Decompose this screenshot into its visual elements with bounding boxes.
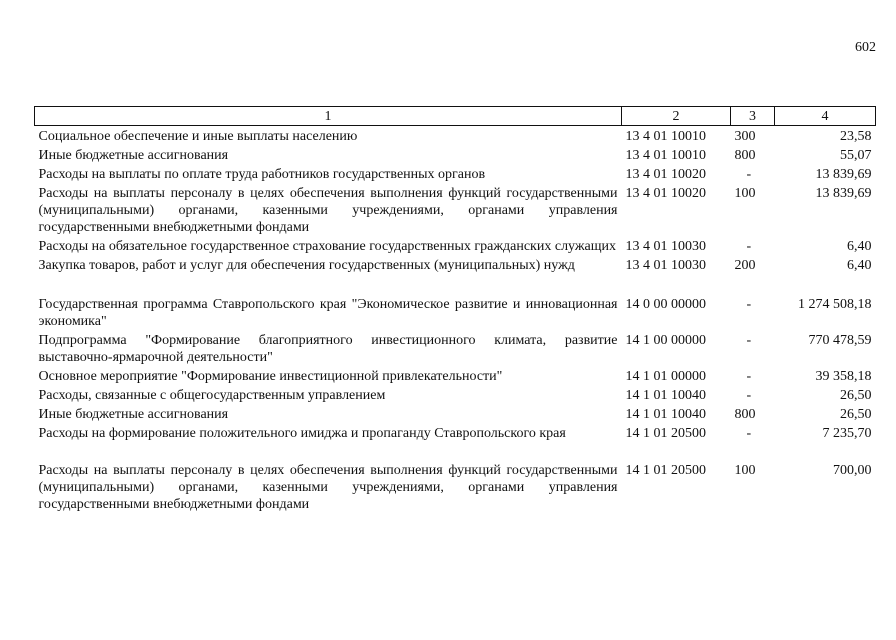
row-type-value: - [746,239,752,254]
row-code: 13 4 01 10010 [625,148,706,163]
row-amount: 39 358,18 [815,369,872,384]
header-col-code: 2 [622,107,731,126]
row-name: Расходы на выплаты персоналу в целях обеспечения выполнения функций государственными (муниципальными) органами, казенными учреждениями, органами управления государственными внебюджетными фондами [38,186,618,235]
row-type [731,166,775,185]
budget-table [34,106,876,515]
row-type [731,238,775,257]
header-col-type: 3 [731,107,775,126]
table-header-row [35,107,876,126]
row-name: Закупка товаров, работ и услуг для обеспечения государственных (муниципальных) нужд [38,258,575,273]
row-name: Иные бюджетные ассигнования [38,148,229,163]
row-name: Иные бюджетные ассигнования [38,407,229,422]
table-row [35,387,876,406]
row-code: 14 0 00 00000 [625,297,706,312]
row-type-value: - [746,426,752,441]
page-number: 602 [855,40,876,55]
row-code: 14 1 01 20500 [625,426,706,441]
row-amount: 13 839,69 [815,186,872,201]
row-name: Расходы на выплаты по оплате труда работников государственных органов [38,167,486,182]
row-amount: 26,50 [840,388,872,403]
row-type: 800 [734,148,756,163]
table-row [35,276,876,332]
row-type [731,332,775,368]
row-type-value: - [746,167,752,182]
row-code: 14 1 01 20500 [625,463,706,478]
table-row [35,128,876,147]
table-row [35,425,876,444]
row-name: Государственная программа Ставропольского края "Экономическое развитие и инновационная экономика" [38,297,618,329]
row-type [731,368,775,387]
row-type [731,425,775,444]
row-code: 14 1 01 00000 [625,369,706,384]
row-code: 13 4 01 10020 [625,186,706,201]
row-name: Основное мероприятие "Формирование инвестиционной привлекательности" [38,369,503,384]
table-row [35,444,876,515]
row-type-value: - [746,297,752,312]
header-col-amount: 4 [775,107,876,126]
row-amount: 23,58 [840,129,872,144]
row-amount: 1 274 508,18 [798,297,872,312]
row-code: 13 4 01 10020 [625,167,706,182]
table-row [35,166,876,185]
row-name: Расходы на выплаты персоналу в целях обеспечения выполнения функций государственными (муниципальными) органами, казенными учреждениями, органами управления государственными внебюджетными фондами [38,463,618,512]
row-name: Расходы, связанные с общегосударственным управлением [38,388,386,403]
table-row [35,406,876,425]
table-row [35,185,876,238]
row-type [731,387,775,406]
row-amount: 770 478,59 [808,333,872,348]
table-row [35,257,876,276]
row-amount: 700,00 [833,463,872,478]
row-name: Подпрограмма "Формирование благоприятного инвестиционного климата, развитие выставочно-ярмарочной деятельности" [38,333,618,365]
row-amount: 26,50 [840,407,872,422]
row-type: 200 [734,258,756,273]
row-type: 300 [734,129,756,144]
row-amount: 7 235,70 [822,426,872,441]
row-type [731,276,775,332]
row-type: 800 [734,407,756,422]
row-name: Расходы на обязательное государственное страхование государственных гражданских служащих [38,239,617,254]
row-amount: 6,40 [847,239,872,254]
row-code: 13 4 01 10030 [625,258,706,273]
row-name: Социальное обеспечение и иные выплаты населению [38,129,358,144]
row-amount: 13 839,69 [815,167,872,182]
table-row [35,147,876,166]
row-type: 100 [734,186,756,201]
row-type-value: - [746,388,752,403]
row-code: 14 1 00 00000 [625,333,706,348]
row-code: 14 1 01 10040 [625,407,706,422]
row-code: 14 1 01 10040 [625,388,706,403]
row-amount: 6,40 [847,258,872,273]
row-type-value: - [746,333,752,348]
row-code: 13 4 01 10030 [625,239,706,254]
row-name: Расходы на формирование положительного имиджа и пропаганду Ставропольского края [38,426,566,441]
row-type: 100 [734,463,756,478]
row-type-value: - [746,369,752,384]
row-amount: 55,07 [840,148,872,163]
table-row [35,238,876,257]
header-col-name: 1 [35,107,622,126]
row-code: 13 4 01 10010 [625,129,706,144]
table-row [35,368,876,387]
table-row [35,332,876,368]
